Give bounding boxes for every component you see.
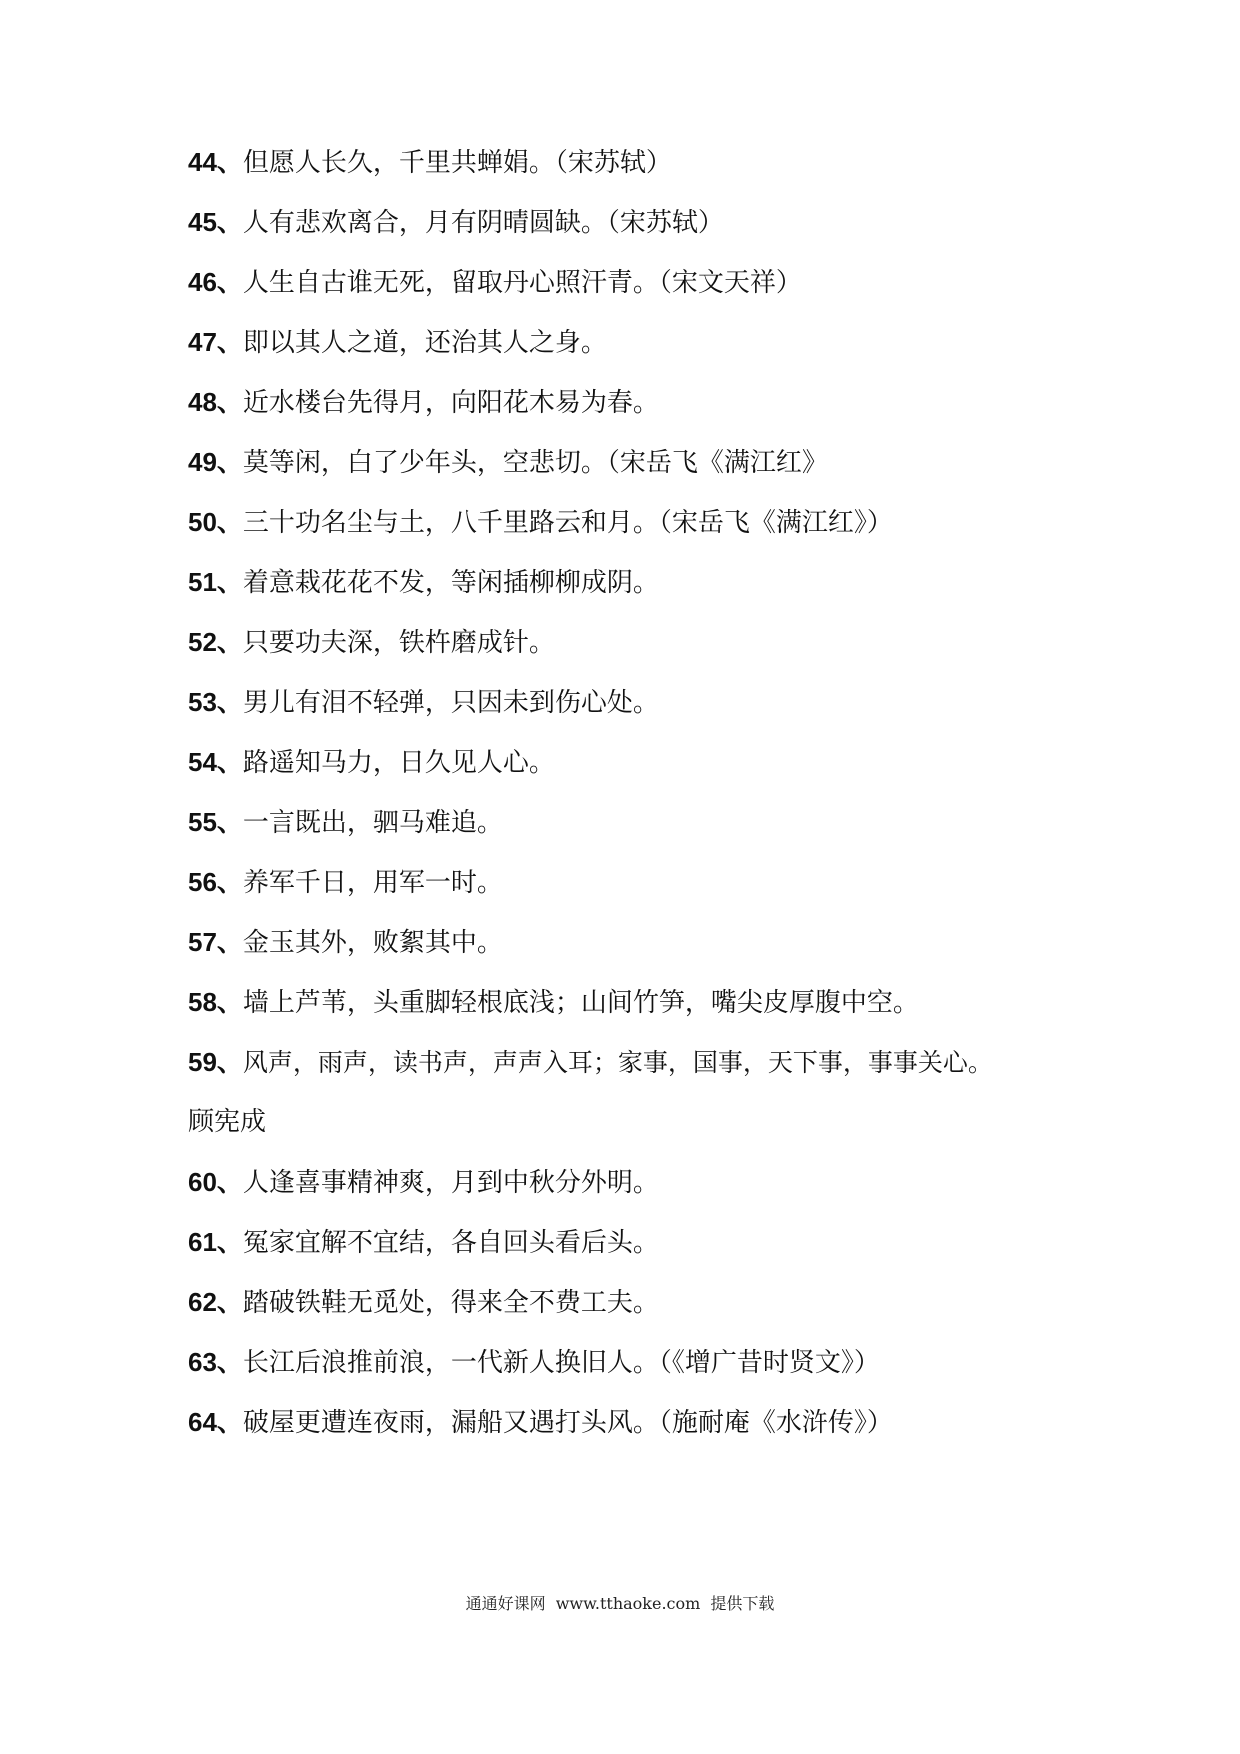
item-text: 即以其人之道，还治其人之身。 [242,328,607,358]
item-text: 一言既出，驷马难追。 [242,808,503,838]
item-number: 52、 [188,627,243,657]
list-item [188,622,1188,662]
item-text: 着意栽花花不发，等闲插柳柳成阴。 [242,568,659,598]
item-number: 59、 [188,1047,243,1077]
item-text: 人有悲欢离合，月有阴晴圆缺。（宋苏轼） [242,208,724,238]
list-item [188,982,1188,1022]
list-item [188,1282,1188,1322]
item-number: 61、 [188,1227,243,1257]
item-text: 人逢喜事精神爽，月到中秋分外明。 [242,1168,659,1198]
footer-url-link[interactable]: www.tthaoke.com [555,1594,701,1613]
page-footer [0,1592,1240,1616]
item-text: 三十功名尘与土，八千里路云和月。（宋岳飞《满江红》） [242,508,893,538]
item-number: 44、 [188,147,243,177]
item-number: 62、 [188,1287,243,1317]
item-text: 莫等闲，白了少年头，空悲切。（宋岳飞《满江红》 [242,448,828,478]
item-text: 长江后浪推前浪，一代新人换旧人。（《增广昔时贤文》） [242,1348,880,1378]
item-number: 60、 [188,1167,243,1197]
item-text: 只要功夫深，铁杵磨成针。 [242,628,555,658]
footer-note: 提供下载 [710,1594,775,1613]
list-item [188,1042,1188,1082]
item-text: 风声，雨声，读书声，声声入耳；家事，国事，天下事，事事关心。 [242,1048,993,1077]
item-text: 金玉其外，败絮其中。 [242,928,503,958]
list-item [188,322,1188,362]
list-item [188,862,1188,902]
item-text: 养军千日，用军一时。 [242,868,503,898]
list-item [188,142,1188,182]
item-text: 路遥知马力，日久见人心。 [242,748,555,778]
item-number: 58、 [188,987,243,1017]
item-text: 破屋更遭连夜雨，漏船又遇打头风。（施耐庵《水浒传》） [242,1408,893,1438]
list-item [188,682,1188,722]
item-number: 47、 [188,327,243,357]
list-item [188,922,1188,962]
item-number: 48、 [188,387,243,417]
list-item [188,1342,1188,1382]
item-number: 50、 [188,507,243,537]
item-number: 55、 [188,807,243,837]
list-item [188,1222,1188,1262]
item-number: 63、 [188,1347,243,1377]
item-number: 51、 [188,567,243,597]
item-number: 56、 [188,867,243,897]
list-item [188,802,1188,842]
list-item [188,502,1188,542]
list-item [188,262,1188,302]
list-item [188,1162,1188,1202]
item-text: 踏破铁鞋无觅处，得来全不费工夫。 [242,1288,659,1318]
item-number: 54、 [188,747,243,777]
item-number: 57、 [188,927,243,957]
item-number: 49、 [188,447,243,477]
list-item [188,202,1188,242]
item-number: 46、 [188,267,243,297]
list-item [188,442,1188,482]
list-item [188,382,1188,422]
list-item [188,1402,1188,1442]
list-item [188,562,1188,602]
item-text: 人生自古谁无死，留取丹心照汗青。（宋文天祥） [242,268,802,298]
attribution-heading: 顾宪成 [188,1107,267,1137]
item-number: 64、 [188,1407,243,1437]
item-text: 冤家宜解不宜结，各自回头看后头。 [242,1228,659,1258]
item-number: 53、 [188,687,243,717]
item-text: 男儿有泪不轻弹，只因未到伤心处。 [242,688,659,718]
item-text: 近水楼台先得月，向阳花木易为春。 [242,388,659,418]
item-number: 45、 [188,207,243,237]
list-item [188,742,1188,782]
item-text: 但愿人长久，千里共蝉娟。（宋苏轼） [242,148,672,178]
item-text: 墙上芦苇，头重脚轻根底浅；山间竹笋，嘴尖皮厚腹中空。 [242,988,919,1018]
footer-site-name: 通通好课网 [465,1594,546,1613]
